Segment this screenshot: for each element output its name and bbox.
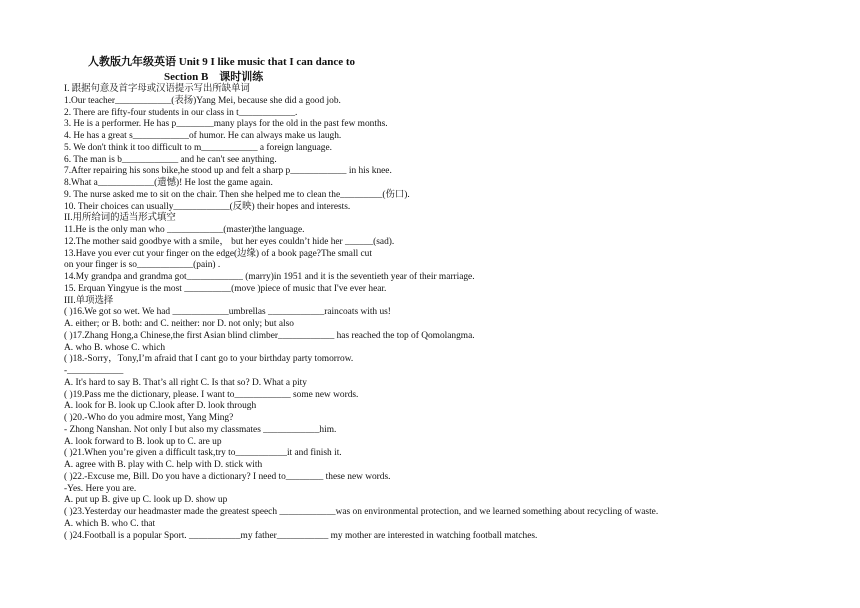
text-line: ( )17.Zhang Hong,a Chinese,the first Asian blind climber____________ has reached the top of Qomolangma.	[64, 330, 475, 341]
text-line: A. either; or B. both: and C. neither: nor D. not only; but also	[64, 319, 294, 329]
text-line: A. agree with B. play with C. help with D. stick with	[64, 460, 263, 470]
text-line: -Yes. Here you are.	[64, 483, 137, 494]
text-line: ( )24.Football is a popular Sport. ___________my father___________ my mother are interested in watching football matches.	[64, 530, 538, 541]
exercise-body	[64, 84, 854, 542]
text-line: 9. The nurse asked me to sit on the chair. Then she helped me to clean the_________(伤口).	[64, 189, 410, 200]
text-line: ( )16.We got so wet. We had ____________umbrellas ____________raincoats with us!	[64, 307, 391, 318]
text-line: ( )19.Pass me the dictionary, please. I want to____________ some new words.	[64, 389, 359, 400]
text-line: 6. The man is b____________ and he can't see anything.	[64, 154, 277, 165]
text-line: 5. We don't think it too difficult to m____________ a foreign language.	[64, 142, 332, 153]
text-line: 1.Our teacher____________(表扬)Yang Mei, because she did a good job.	[64, 95, 341, 106]
text-line: 13.Have you ever cut your finger on the edge(边缘) of a book page?The small cut	[64, 248, 372, 259]
text-line: - Zhong Nanshan. Not only I but also my classmates ____________him.	[64, 424, 337, 435]
text-line: A. look for B. look up C.look after D. look through	[64, 401, 257, 412]
text-line: 8.What a____________(遗憾)! He lost the game again.	[64, 178, 273, 188]
text-line: III.单项选择	[64, 295, 114, 306]
text-line: ( )23.Yesterday our headmaster made the greatest speech ____________was on environmental protection, and we learned something about recycling of waste.	[64, 507, 659, 517]
text-line: -____________	[64, 366, 124, 376]
text-line: A. which B. who C. that	[64, 518, 156, 529]
text-line: A. who B. whose C. which	[64, 342, 166, 353]
text-line: 7.After repairing his sons bike,he stood up and felt a sharp p____________ in his knee.	[64, 166, 392, 177]
text-line: II.用所给词的适当形式填空	[64, 213, 176, 224]
text-line: 3. He is a performer. He has p________many plays for the old in the past few months.	[64, 119, 388, 130]
text-line: ( )21.When you’re given a difficult task,try to___________it and finish it.	[64, 448, 342, 459]
text-line: 4. He has a great s____________of humor. He can always make us laugh.	[64, 131, 342, 141]
text-line: 11.He is the only man who ____________(master)the language.	[64, 225, 305, 235]
text-line: ( )22.-Excuse me, Bill. Do you have a dictionary? I need to________ these new words.	[64, 471, 391, 482]
text-line: ( )18.-Sorry，Tony,I’m afraid that I cant go to your birthday party tomorrow.	[64, 354, 354, 365]
document-title: 人教版九年级英语 Unit 9 I like music that I can dance to	[88, 56, 356, 68]
document-subtitle: Section B 课时训练	[164, 71, 264, 83]
text-line: A. look forward to B. look up to C. are up	[64, 436, 222, 447]
text-line: ( )20.-Who do you admire most, Yang Ming?	[64, 413, 234, 423]
text-line: 15. Erquan Yingyue is the most __________(move )piece of music that I've ever hear.	[64, 283, 387, 294]
text-line: 10. Their choices can usually____________(反映) their hopes and interests.	[64, 201, 351, 212]
text-line: 12.The mother said goodbye with a smile， but her eyes couldn’t hide her ______(sad).	[64, 236, 395, 247]
text-line: I. 跟据句意及首字母或汉语提示写出所缺单词	[64, 84, 250, 94]
text-line: 2. There are fifty-four students in our class in t____________.	[64, 107, 298, 118]
text-line: A. It's hard to say B. That’s all right C. Is that so? D. What a pity	[64, 377, 307, 388]
text-line: 14.My grandpa and grandma got____________ (marry)in 1951 and it is the seventieth year of their marriage.	[64, 272, 475, 282]
text-line: on your finger is so____________(pain) .	[64, 260, 221, 271]
text-line: A. put up B. give up C. look up D. show up	[64, 495, 228, 506]
